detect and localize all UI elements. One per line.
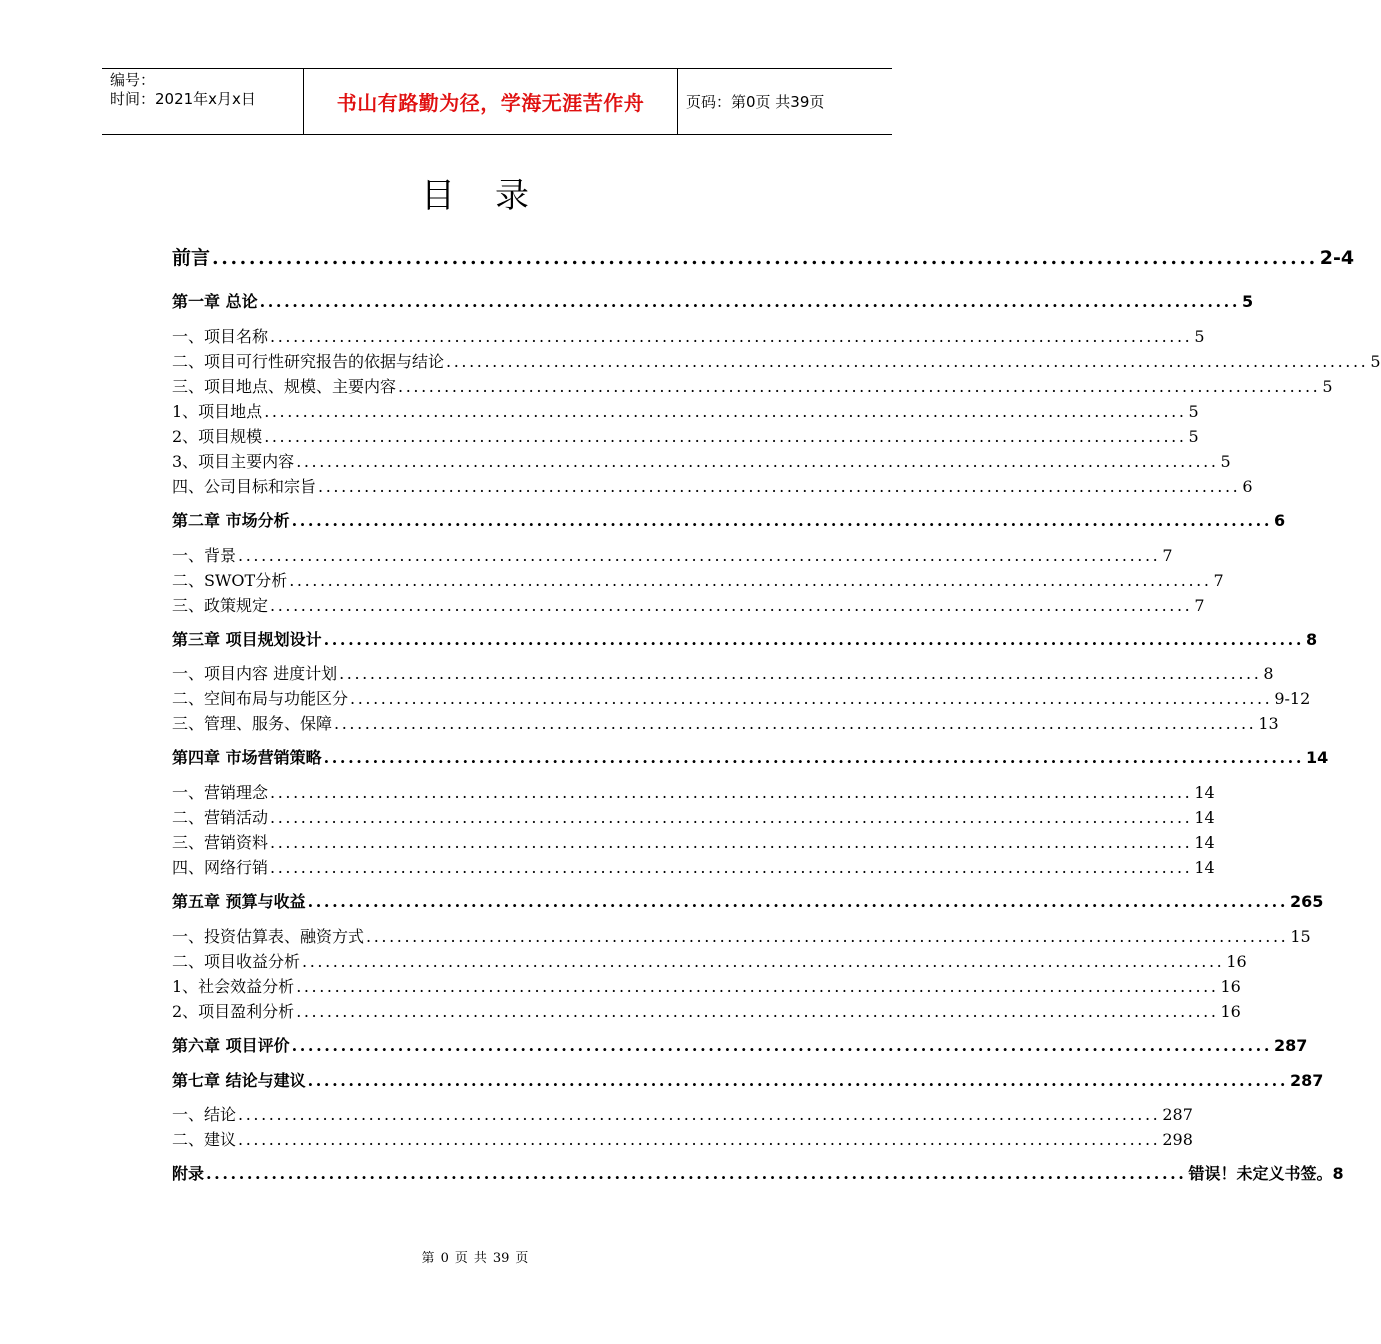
toc-entry-label: 四、公司目标和宗旨 (172, 477, 317, 496)
toc-entry[interactable] (172, 568, 1224, 591)
toc-leader-dots: ........................................................................................................................ (206, 1164, 1187, 1183)
toc-entry-page: 265 (1290, 892, 1324, 911)
toc-entry[interactable] (172, 745, 1329, 768)
toc-entry-label: 二、空间布局与功能区分 (172, 689, 349, 708)
toc-leader-dots: ........................................................................................................................ (334, 714, 1257, 733)
toc-leader-dots: ........................................................................................................................ (291, 511, 1273, 530)
toc-entry[interactable] (172, 1127, 1193, 1150)
date-label: 时间：2021年x月x日 (110, 90, 256, 108)
toc-entry[interactable] (172, 686, 1311, 709)
toc-entry-label: 四、网络行销 (172, 858, 269, 877)
toc-leader-dots: ........................................................................................................................ (296, 1002, 1219, 1021)
toc-leader-dots: ........................................................................................................................ (264, 402, 1187, 421)
page-footer (0, 1247, 950, 1266)
toc-entry[interactable] (172, 349, 1381, 372)
toc-leader-dots: ........................................................................................................................ (270, 808, 1193, 827)
toc-entry-label: 一、背景 (172, 546, 237, 565)
toc-title: 目录 (421, 176, 569, 216)
toc-leader-dots: ........................................................................................................................ (323, 630, 1305, 649)
toc-leader-dots: ........................................................................................................................ (307, 1071, 1289, 1090)
toc-entry-page: 错误！未定义书签。8 (1188, 1164, 1344, 1183)
toc-entry-page: 13 (1258, 714, 1279, 733)
toc-entry-label: 第六章 项目评价 (172, 1036, 290, 1055)
toc-entry[interactable] (172, 399, 1199, 422)
number-label: 编号： (110, 71, 156, 89)
toc-entry[interactable] (172, 449, 1231, 472)
toc-entry[interactable] (172, 780, 1215, 803)
toc-entry[interactable] (172, 474, 1253, 497)
toc-leader-dots: ........................................................................................................................ (291, 1036, 1273, 1055)
toc-entry[interactable] (172, 974, 1241, 997)
toc-entry-page: 7 (1213, 571, 1224, 590)
toc-entry-page: 9-12 (1274, 689, 1311, 708)
toc-entry[interactable] (172, 508, 1286, 531)
footer-total-pages: 39 (492, 1251, 510, 1266)
toc-entry-label: 3、项目主要内容 (172, 452, 295, 471)
toc-entry-page: 7 (1194, 596, 1205, 615)
toc-leader-dots: ........................................................................................................................ (350, 689, 1273, 708)
toc-entry[interactable] (172, 324, 1205, 347)
toc-entry[interactable] (172, 1068, 1324, 1091)
toc-leader-dots: ........................................................................................................................ (302, 952, 1225, 971)
toc-entry[interactable] (172, 1161, 1344, 1184)
toc-entry-page: 6 (1274, 511, 1286, 530)
toc-leader-dots: ........................................................................................................................ (259, 292, 1241, 311)
toc-entry[interactable] (172, 855, 1215, 878)
toc-entry-label: 1、社会效益分析 (172, 977, 295, 996)
toc-entry-label: 前言 (172, 247, 211, 269)
header-motto: 书山有路勤为径，学海无涯苦作舟 (304, 69, 678, 134)
toc-leader-dots: ........................................................................................................................ (289, 571, 1212, 590)
toc-leader-dots: ........................................................................................................................ (296, 977, 1219, 996)
toc-leader-dots: ........................................................................................................................ (270, 596, 1193, 615)
toc-entry-label: 三、政策规定 (172, 596, 269, 615)
toc-leader-dots: ........................................................................................................................ (446, 352, 1369, 371)
footer-text: 页 (515, 1251, 529, 1266)
header-page-label: 页码：第0页 共39页 (686, 93, 825, 111)
toc-leader-dots: ........................................................................................................................ (318, 477, 1241, 496)
toc-leader-dots: ........................................................................................................................ (212, 247, 1318, 269)
toc-entry-page: 16 (1220, 977, 1241, 996)
toc-entry[interactable] (172, 889, 1324, 912)
toc-leader-dots: ........................................................................................................................ (339, 664, 1262, 683)
toc-leader-dots: ........................................................................................................................ (270, 327, 1193, 346)
toc-entry-label: 第一章 总论 (172, 292, 258, 311)
toc-entry-page: 14 (1194, 783, 1215, 802)
toc-entry[interactable] (172, 1102, 1193, 1125)
toc-entry-label: 一、项目名称 (172, 327, 269, 346)
toc-entry[interactable] (172, 593, 1205, 616)
toc-entry-label: 一、营销理念 (172, 783, 269, 802)
footer-text: 共 (473, 1251, 487, 1266)
toc-entry[interactable] (172, 924, 1311, 947)
toc-entry-page: 2-4 (1319, 247, 1355, 269)
toc-entry-label: 1、项目地点 (172, 402, 263, 421)
toc-entry-label: 一、项目内容 进度计划 (172, 664, 338, 683)
toc-entry-page: 5 (1188, 427, 1199, 446)
toc-entry-label: 二、SWOT分析 (172, 571, 288, 590)
toc-entry[interactable] (172, 543, 1173, 566)
toc-entry[interactable] (172, 999, 1241, 1022)
toc-entry-label: 一、投资估算表、融资方式 (172, 927, 365, 946)
toc-entry-page: 14 (1194, 833, 1215, 852)
toc-entry-label: 2、项目盈利分析 (172, 1002, 295, 1021)
page-header (102, 68, 892, 135)
toc-entry[interactable] (172, 805, 1215, 828)
toc-entry-page: 5 (1188, 402, 1199, 421)
toc-entry-label: 二、建议 (172, 1130, 237, 1149)
toc-entry-label: 三、项目地点、规模、主要内容 (172, 377, 397, 396)
toc-entry-page: 5 (1242, 292, 1254, 311)
toc-entry-page: 287 (1162, 1105, 1193, 1124)
toc-leader-dots: ........................................................................................................................ (238, 1105, 1161, 1124)
toc-entry-page: 298 (1162, 1130, 1193, 1149)
toc-entry[interactable] (172, 289, 1254, 312)
toc-entry[interactable] (172, 949, 1247, 972)
toc-entry-page: 14 (1194, 808, 1215, 827)
toc-entry[interactable] (172, 1033, 1308, 1056)
toc-entry[interactable] (172, 424, 1199, 447)
toc-entry-page: 5 (1220, 452, 1231, 471)
toc-entry-page: 8 (1306, 630, 1318, 649)
toc-entry-label: 二、营销活动 (172, 808, 269, 827)
header-meta (102, 69, 304, 134)
toc-entry-label: 第二章 市场分析 (172, 511, 290, 530)
toc-entry-page: 5 (1370, 352, 1381, 371)
toc-entry-page: 7 (1162, 546, 1173, 565)
toc-entry-label: 第七章 结论与建议 (172, 1071, 306, 1090)
footer-text: 第 (421, 1251, 435, 1266)
toc-entry-label: 一、结论 (172, 1105, 237, 1124)
toc-leader-dots: ........................................................................................................................ (238, 546, 1161, 565)
toc-leader-dots: ........................................................................................................................ (270, 833, 1193, 852)
toc-entry-label: 二、项目可行性研究报告的依据与结论 (172, 352, 445, 371)
toc-entry[interactable] (172, 711, 1279, 734)
toc-entry-label: 第三章 项目规划设计 (172, 630, 322, 649)
toc-leader-dots: ........................................................................................................................ (270, 783, 1193, 802)
toc-entry[interactable] (172, 374, 1333, 397)
footer-current-page: 0 (440, 1251, 449, 1266)
footer-text: 页 (454, 1251, 468, 1266)
toc-entry-page: 15 (1290, 927, 1311, 946)
toc-entry-page: 16 (1220, 1002, 1241, 1021)
toc-entry[interactable] (172, 661, 1274, 684)
toc-entry-label: 第五章 预算与收益 (172, 892, 306, 911)
toc-leader-dots: ........................................................................................................................ (307, 892, 1289, 911)
toc-entry[interactable] (172, 830, 1215, 853)
toc-entry-label: 三、管理、服务、保障 (172, 714, 333, 733)
toc-entry[interactable] (172, 243, 1355, 270)
toc-leader-dots: ........................................................................................................................ (323, 748, 1305, 767)
toc-entry-page: 8 (1263, 664, 1274, 683)
toc-leader-dots: ........................................................................................................................ (296, 452, 1219, 471)
toc-entry-page: 6 (1242, 477, 1253, 496)
toc-entry-label: 第四章 市场营销策略 (172, 748, 322, 767)
toc-entry-page: 5 (1194, 327, 1205, 346)
toc-entry-page: 14 (1194, 858, 1215, 877)
toc-entry-page: 287 (1274, 1036, 1308, 1055)
toc-leader-dots: ........................................................................................................................ (398, 377, 1321, 396)
toc-leader-dots: ........................................................................................................................ (238, 1130, 1161, 1149)
toc-entry-page: 5 (1322, 377, 1333, 396)
toc-entry-label: 2、项目规模 (172, 427, 263, 446)
toc-entry[interactable] (172, 627, 1318, 650)
toc-leader-dots: ........................................................................................................................ (264, 427, 1187, 446)
toc-entry-label: 附录 (172, 1164, 205, 1183)
toc-entry-label: 三、营销资料 (172, 833, 269, 852)
toc-entry-label: 二、项目收益分析 (172, 952, 301, 971)
toc-entry-page: 16 (1226, 952, 1247, 971)
toc-entry-page: 287 (1290, 1071, 1324, 1090)
toc-leader-dots: ........................................................................................................................ (270, 858, 1193, 877)
toc-entry-page: 14 (1306, 748, 1329, 767)
toc-leader-dots: ........................................................................................................................ (366, 927, 1289, 946)
